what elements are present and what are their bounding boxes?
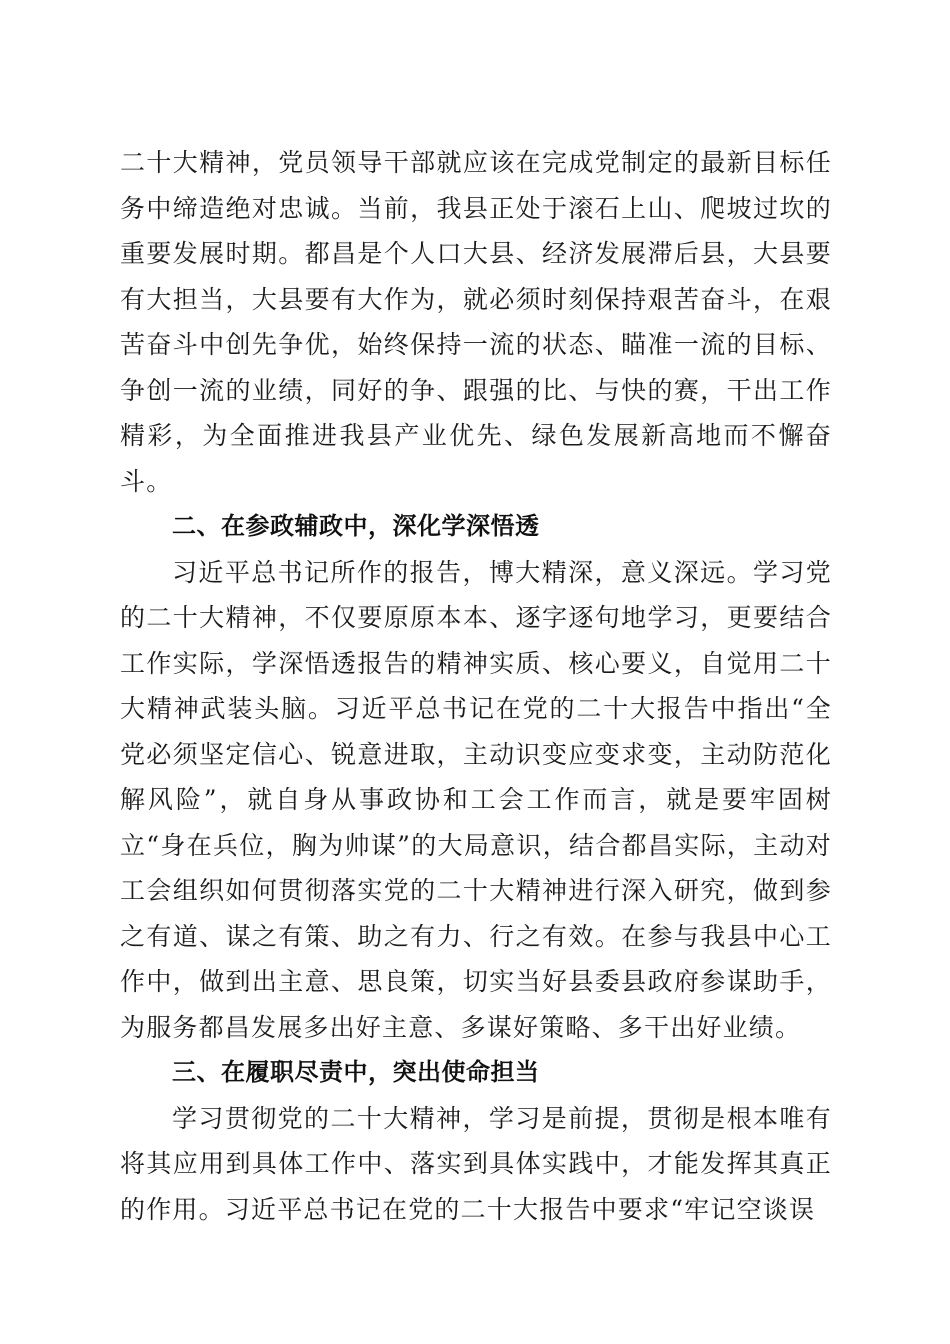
section-heading-3: 三、在履职尽责中，突出使命担当 — [172, 1058, 540, 1086]
document-body — [120, 140, 832, 1232]
section-3-paragraph: 学习贯彻党的二十大精神，学习是前提，贯彻是根本唯有将其应用到具体工作中、落实到具体实践中，才能发挥其真正的作用。习近平总书记在党的二十大报告中要求“牢记空谈误 — [120, 1103, 832, 1224]
section-2-paragraph: 习近平总书记所作的报告，博大精深，意义深远。学习党的二十大精神，不仅要原原本本、逐字逐句地学习，更要结合工作实际，学深悟透报告的精神实质、核心要义，自觉用二十大精神武装头脑。习近平总书记在党的二十大报告中指出“全党必须坚定信心、锐意进取，主动识变应变求变，主动防范化解风险”，就自身从事政协和工会工作而言，就是要牢固树立“身在兵位，胸为帅谋”的大局意识，结合都昌实际，主动对工会组织如何贯彻落实党的二十大精神进行深入研究，做到参之有道、谋之有策、助之有力、行之有效。在参与我县中心工作中，做到出主意、思良策，切实当好县委县政府参谋助手，为服务都昌发展多出好主意、多谋好策略、多干出好业绩。 — [120, 557, 832, 1042]
section-heading-2: 二、在参政辅政中，深化学深悟透 — [172, 512, 540, 540]
paragraph-continuation: 二十大精神，党员领导干部就应该在完成党制定的最新目标任务中缔造绝对忠诚。当前，我县正处于滚石上山、爬坡过坎的重要发展时期。都昌是个人口大县、经济发展滞后县，大县要有大担当，大县要有大作为，就必须时刻保持艰苦奋斗，在艰苦奋斗中创先争优，始终保持一流的状态、瞄准一流的目标、争创一流的业绩，同好的争、跟强的比、与快的赛，干出工作精彩，为全面推进我县产业优先、绿色发展新高地而不懈奋斗。 — [120, 148, 832, 496]
